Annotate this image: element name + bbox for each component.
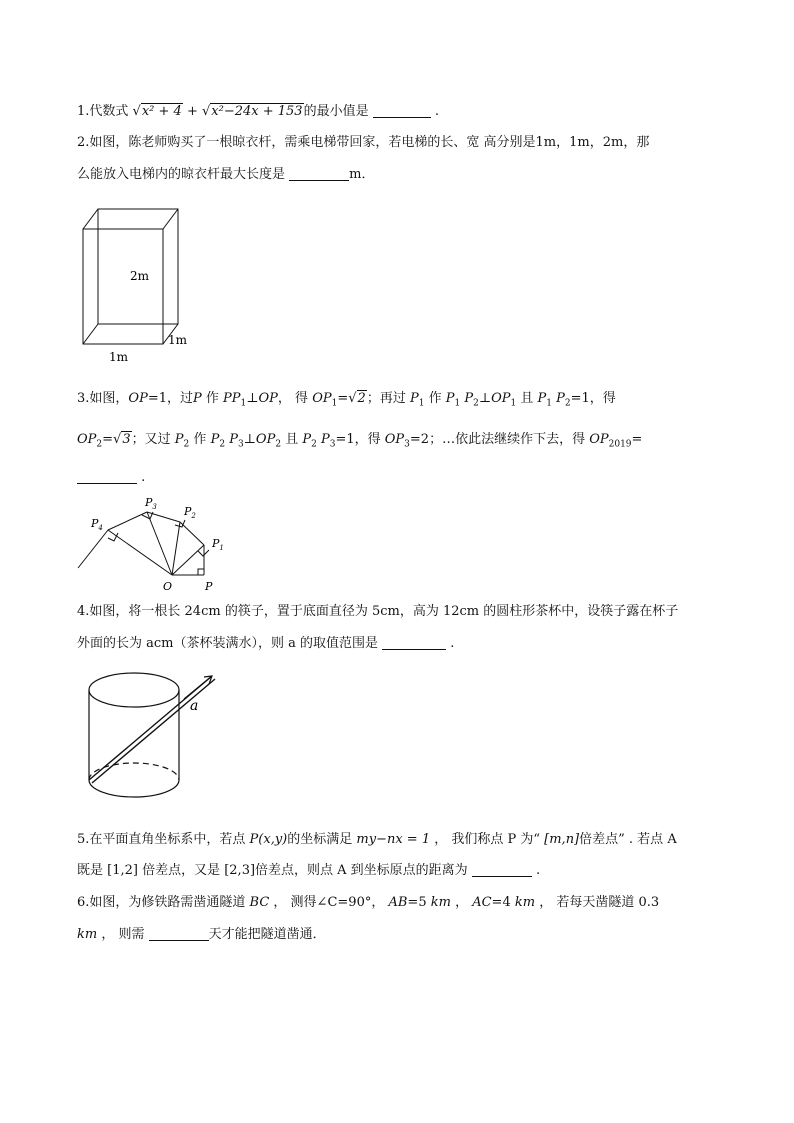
question-3-line-1: 3.如图，OP=1，过P 作 $PP_1\perp OP$， 得 $OP_1=√2$；再过 $P_1$ 作 $P_1$ $P_2\perp OP_1$ 且 $P_1$ $P_2=1$，得 — [77, 391, 616, 409]
label-p4: $P_4$ — [91, 517, 103, 532]
answer-blank-2[interactable] — [289, 166, 349, 181]
question-2-line-2: 么能放入电梯内的晾衣杆最大长度是 m． — [77, 167, 375, 182]
label-o: O — [163, 580, 173, 593]
width-label: 1m — [109, 350, 129, 364]
question-1: 1.代数式 √x² + 4 + √x²−24x + 153的最小值是 . — [77, 102, 439, 122]
label-p2: $P_2$ — [184, 505, 196, 520]
label-p: P — [205, 580, 213, 593]
question-6-line-1: 6.如图，为修铁路需凿通隧道 BC ， 测得∠C=90°， AB=5 km ， AC=4 km ， 若每天凿隧道 0.3 — [77, 895, 660, 910]
label-a: a — [190, 698, 199, 714]
depth-label: 1m — [168, 333, 188, 347]
question-5-line-1: 5.在平面直角坐标系中，若点 P(x,y)的坐标满足 my−nx = 1 ， 我们称点 P 为“ [m,n]倍差点” . 若点 A — [77, 832, 677, 847]
label-p3: $P_3$ — [145, 496, 157, 511]
height-label: 2m — [130, 269, 150, 283]
question-3-line-3: . — [77, 468, 145, 488]
label-p1: $P_1$ — [212, 537, 224, 552]
question-4-line-2: 外面的长为 acm（茶杯装满水），则 a 的取值范围是 . — [77, 636, 455, 651]
answer-blank-6[interactable] — [149, 926, 209, 941]
sqrt-expression-1: √x² + 4 — [132, 104, 182, 119]
answer-blank-4[interactable] — [382, 635, 446, 650]
answer-blank-5[interactable] — [472, 862, 532, 877]
question-4-line-1: 4.如图，将一根长 24cm 的筷子，置于底面直径为 5cm，高为 12cm 的圆柱形茶杯中，设筷子露在杯子 — [77, 604, 679, 619]
question-5-line-2: 既是 [1,2] 倍差点，又是 [2,3]倍差点，则点 A 到坐标原点的距离为 . — [77, 863, 541, 878]
sqrt-expression-2: √x²−24x + 153 — [202, 104, 303, 119]
question-2-line-1: 2.如图，陈老师购买了一根晾衣杆，需乘电梯带回家，若电梯的长、宽 高分别是1m，1m，2m，那 — [77, 135, 650, 150]
answer-blank-1[interactable] — [373, 103, 431, 118]
question-3-line-2: $OP_2=√3$；又过 $P_2$ 作 $P_2$ $P_3\perp OP_2$ 且 $P_2$ $P_3=1$，得 $OP_3=2$；…依此法继续作下去，得 $OP_{2019}=$ — [77, 432, 643, 450]
answer-blank-3[interactable] — [77, 469, 137, 484]
question-6-line-2: km ， 则需 天才能把隧道凿通． — [77, 927, 326, 942]
